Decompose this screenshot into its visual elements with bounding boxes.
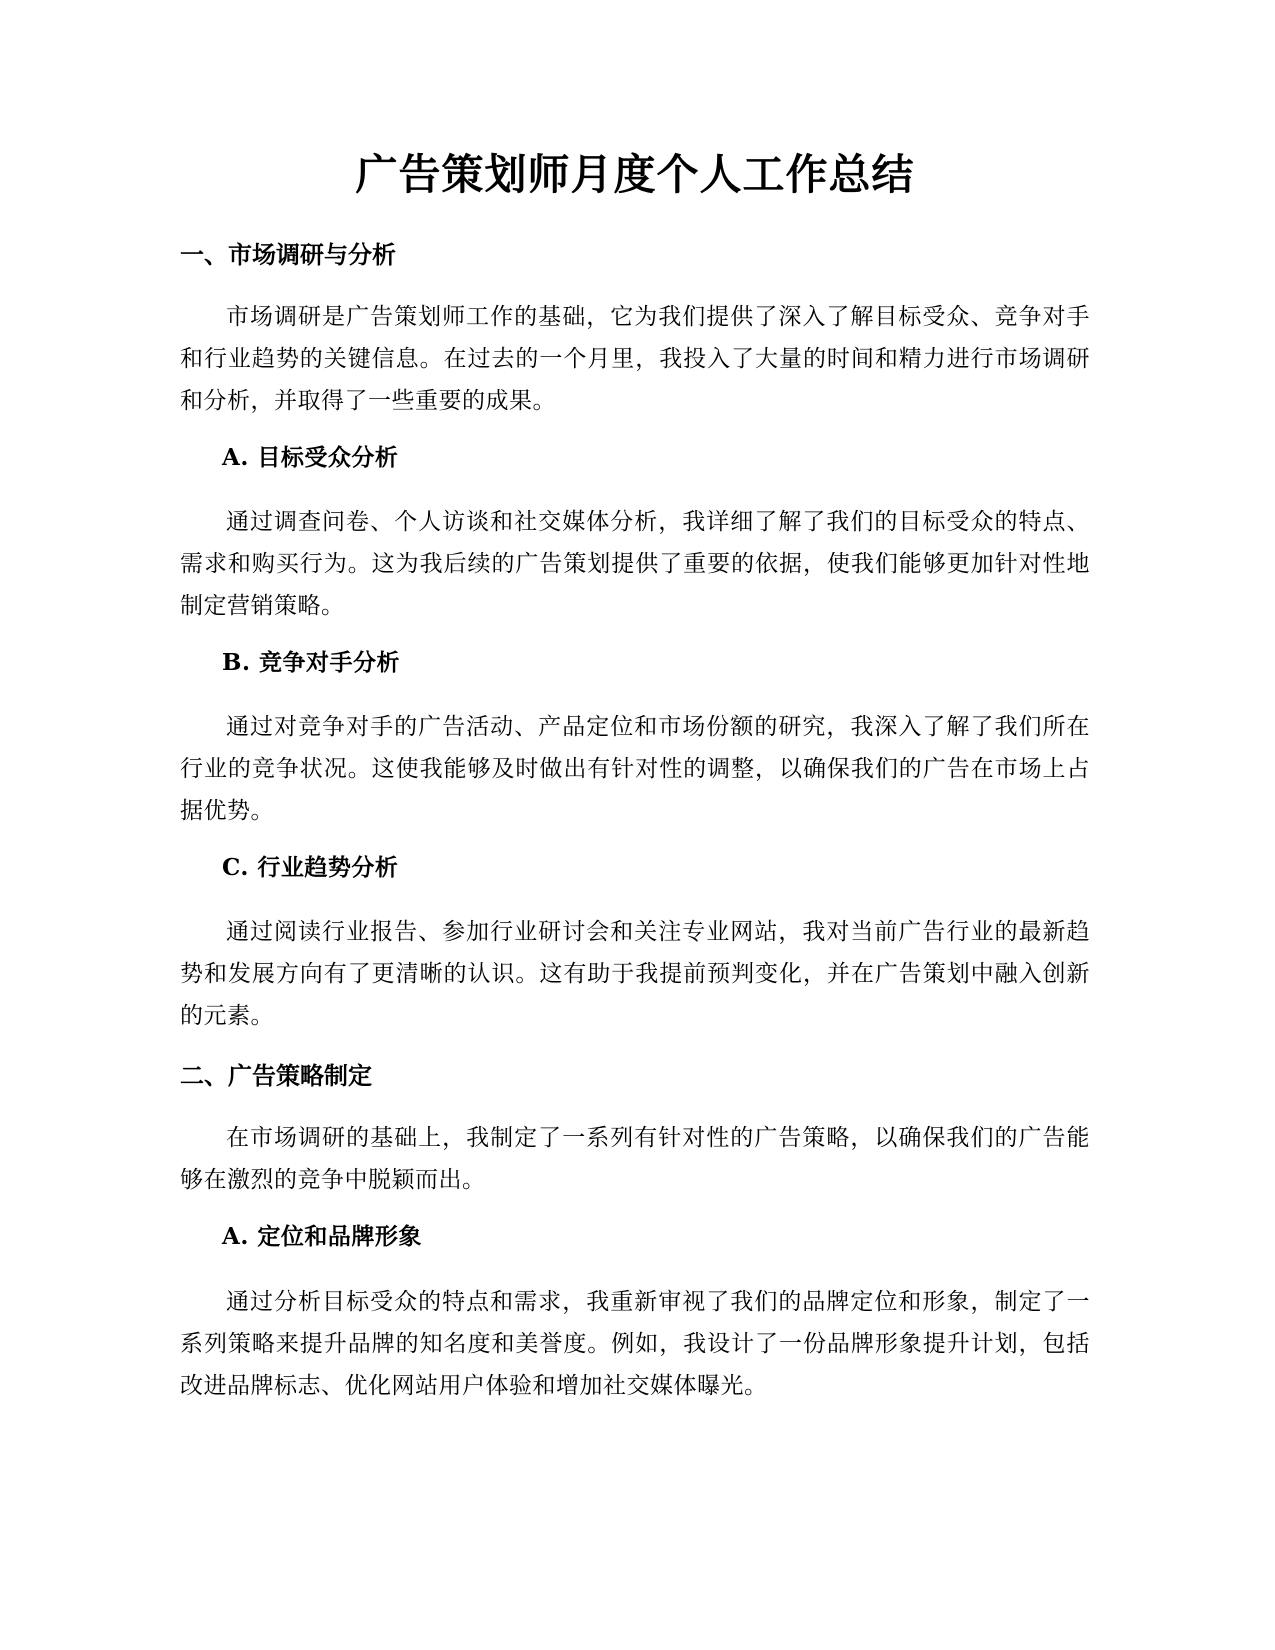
subsection-heading-positioning-brand: A. 定位和品牌形象 — [222, 1223, 422, 1250]
subsection-body-target-audience: 通过调查问卷、个人访谈和社交媒体分析，我详细了解了我们的目标受众的特点、需求和购买行为。这为我后续的广告策划提供了重要的依据，使我们能够更加针对性地制定营销策略。 — [180, 509, 1090, 619]
subsection-heading-competitor: B. 竞争对手分析 — [222, 649, 400, 676]
section-intro-market-research: 市场调研是广告策划师工作的基础，它为我们提供了深入了解目标受众、竞争对手和行业趋势的关键信息。在过去的一个月里，我投入了大量的时间和精力进行市场调研和分析，并取得了一些重要的成果。 — [180, 304, 1090, 414]
document-title: 广告策划师月度个人工作总结 — [355, 150, 915, 199]
subsection-body-competitor: 通过对竞争对手的广告活动、产品定位和市场份额的研究，我深入了解了我们所在行业的竞争状况。这使我能够及时做出有针对性的调整，以确保我们的广告在市场上占据优势。 — [180, 714, 1090, 824]
section-intro-ad-strategy: 在市场调研的基础上，我制定了一系列有针对性的广告策略，以确保我们的广告能够在激烈的竞争中脱颖而出。 — [180, 1125, 1090, 1193]
section-heading-market-research: 一、市场调研与分析 — [180, 241, 396, 269]
subsection-heading-target-audience: A. 目标受众分析 — [222, 444, 399, 471]
subsection-heading-industry-trend: C. 行业趋势分析 — [222, 854, 399, 881]
subsection-body-positioning-brand: 通过分析目标受众的特点和需求，我重新审视了我们的品牌定位和形象，制定了一系列策略来提升品牌的知名度和美誉度。例如，我设计了一份品牌形象提升计划，包括改进品牌标志、优化网站用户体验和增加社交媒体曝光。 — [180, 1289, 1090, 1399]
section-heading-ad-strategy: 二、广告策略制定 — [180, 1062, 372, 1090]
subsection-body-industry-trend: 通过阅读行业报告、参加行业研讨会和关注专业网站，我对当前广告行业的最新趋势和发展方向有了更清晰的认识。这有助于我提前预判变化，并在广告策划中融入创新的元素。 — [180, 919, 1090, 1029]
